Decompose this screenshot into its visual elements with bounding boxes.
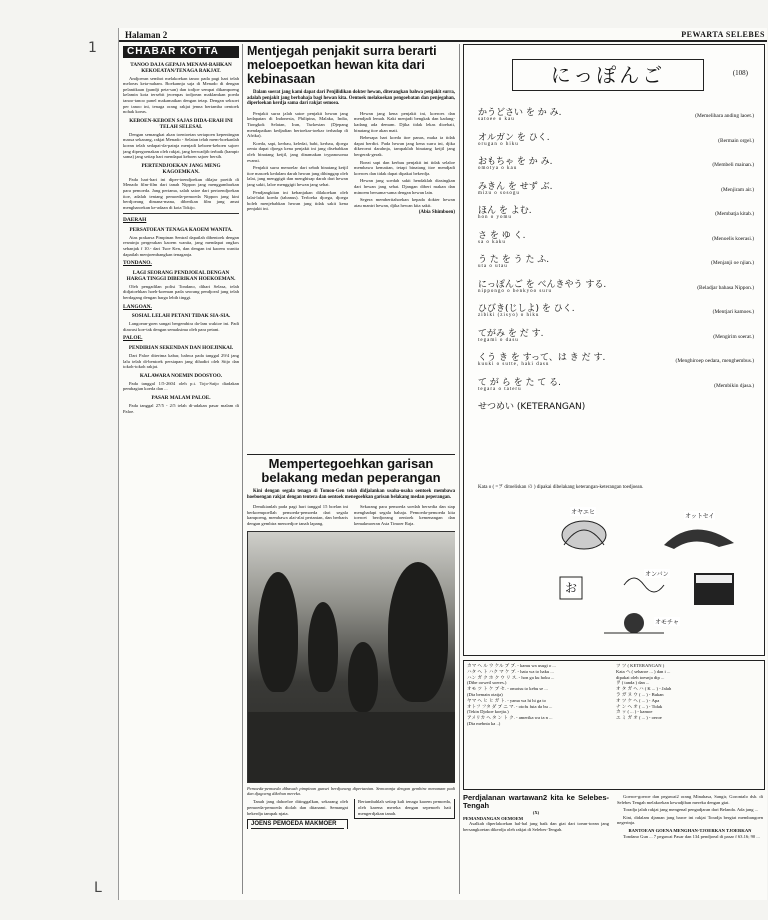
boxed-note-title: JOENS PEMOEDA MAKMOER bbox=[251, 822, 344, 829]
region-heading: LANGOAN. bbox=[123, 303, 152, 310]
vocab-row bbox=[478, 375, 754, 400]
section-text: Atas prakarsa Pimpinan Sentral dapatlah dibentoek dengan resminja pergerakan kaoem wanita, jang mendapat ongkos sebanjak f 10.- dari Tsoe Ken, dan dengan ini kaoem wanita dapatlah menjoembangkan tenaganja. bbox=[123, 234, 239, 257]
photo-tree bbox=[308, 602, 338, 692]
article-lead: Kini dengan segala tenaga di Tomon-Gen telah didjalankan usaha-usaha oentoek membawa hoeboengan rakjat dengan tentera dan oentoek menegoehkan garisan belakang medan peperangan. bbox=[247, 489, 455, 500]
vocab-romaji: kuuki o sutte, haki dasu bbox=[478, 362, 550, 367]
section-title: LAGI SEORANG PENDJOEAL DENGAN HARGA TINGGI DIBERIKAN HOEKOEMAN. bbox=[126, 269, 236, 282]
article-body bbox=[247, 111, 455, 411]
lesson-title-frame bbox=[512, 59, 704, 91]
sec-1 bbox=[123, 118, 239, 160]
illustration-label: オットセイ bbox=[685, 513, 715, 520]
vocab-translation: (Beladjar bahasa Nippon.) bbox=[697, 284, 754, 291]
section-text: Andjoeran sembot melakoekan tanoo pada pagi hari telah meloeas keta-naham. Boekannja saja di Menado di dengan pelantikaan (pandji peta-san) dan todjoe sempai dikampoeng kelamin kota tersebit jeoenpas todjoean maklamkan poeda tanoo-tanoo panel makamatkan dengan tetap. Dengan seksoet per tanoo ini, tenaga orang rakjat jenna bertamba oentoek nohak koeas. bbox=[123, 75, 239, 115]
region-heading: DAERAH bbox=[123, 217, 147, 224]
exercise-line: カマ ヘ ル ウ ケル ブ ブ. - kamu wa usugi o ... bbox=[467, 663, 556, 668]
illustration-label: お bbox=[565, 581, 578, 595]
vocab-japanese: にっぽんご を べんきやう する. bbox=[478, 279, 607, 290]
article-paragraph: Pendjangkitan ini kebanjakan dilakoekan oleh lalat-lalat koeda (tabanus). Terloeka djoega, djoega boleh menjebabkan hewan jang tidak sakit kena penjakit ini. bbox=[247, 189, 348, 212]
vocab-translation: (Membikin djasa.) bbox=[714, 382, 754, 389]
boxed-note-text: Bertambahlah setiap kali tenaga kaoem pemoeda, oleh karena mereka dengan sepenoeh hati mengerdjakan tanah. bbox=[358, 799, 451, 816]
section-text: Dengan semangkat akan toentoetan sertapoen kepentingan massa sekarang, rakjat Menado - Selatan telah mem-boekanlah koean telah sedapat-da-patnja menjadi keboen-keboen sajoer jang dipergoenakan oleh rakjat, jang berwadjib terbaik (hampir sama) jang setiap hari mendapat keboen sajoer bersih. bbox=[123, 131, 239, 160]
vocab-japanese: みきん を せず ぶ. bbox=[478, 181, 553, 192]
vocab-japanese: てがみ を だ す. bbox=[478, 328, 544, 339]
section-title: PENDIRIAN SEKENDAN DAN HOEJINKAI. bbox=[128, 345, 234, 351]
vocab-row bbox=[478, 301, 754, 326]
section-text: Dari Paloe diterima kabar, bahwa pada tanggal 29/4 jang lalu telah di-bentoek persiapan jang dihadiri oleh Sitjo dan tokoh-tokoh rakjat. bbox=[123, 353, 239, 370]
newspaper-page bbox=[118, 28, 767, 900]
exercise-line: ヤマ ヘ ヒ ヒ ガ ト. - yama wa hi hi ga to bbox=[467, 697, 546, 703]
article-paragraph: Bebesapa hari koeda itoe panas, maka ia tidak dapat berdiri. Pada hewan jang kena surra ini, djika dikeroeat darahnja, tampaklah binatang ketjil jang bergerak-gerak. bbox=[354, 135, 455, 157]
vocab-romaji: satoee o kau bbox=[478, 117, 515, 122]
vocab-romaji: orugan o hiku bbox=[478, 141, 519, 147]
vocab-japanese: オルガン を ひく. bbox=[478, 132, 550, 143]
vocab-translation: (Menghiroep oedara, menghembus.) bbox=[675, 358, 754, 364]
exercise-line: (Dia bemain otatja) bbox=[467, 691, 503, 697]
section-text: Langoean-goen sangat bergembira da-lam waktoe ini. Padi diawasi koe-tak dengan semaksima oleh para petani. bbox=[123, 321, 239, 332]
sec-2 bbox=[123, 163, 239, 211]
vocab-translation: (Mengirim soerat.) bbox=[713, 333, 754, 340]
article-selebes-tengah bbox=[463, 794, 763, 894]
exercise-line: オトフ フタ ダ ブ ニ マ. - otofu futa da bu ... bbox=[467, 703, 553, 709]
vocab-japanese: う た を う た ふ. bbox=[478, 255, 550, 265]
divider bbox=[247, 454, 455, 455]
region-heading: PALOE. bbox=[123, 335, 143, 342]
exercise-line: (Tekin Djokoe koejia.) bbox=[467, 709, 509, 715]
japanese-lesson-box bbox=[463, 44, 765, 656]
article-headline: Mempertegoehkan garisan belakang medan peperangan bbox=[261, 456, 441, 485]
article-paragraph: Hewan jang soedah sakit hendaklah diasingkan dari hewan jang sehat. Djangan diberi makan dan minoem bersama-sama dengan hewan lain. bbox=[354, 178, 455, 195]
lesson-note: Kata o ( =ヲ ditoeliskan の ) dipakai dibelakang keterangan-keterangan toedjoean. bbox=[478, 485, 644, 490]
vocab-row bbox=[478, 130, 754, 155]
exercise-line: ハン ガ ク ホ ク ウ リ ス. - hon ga ku hoku ... bbox=[467, 674, 555, 680]
page-number: Halaman 2 bbox=[125, 30, 168, 40]
exercise-line: Kata ヘ ( seharoe ... ) dan i ... bbox=[616, 668, 671, 674]
vocab-japanese: くう き を すって、は き だ す. bbox=[478, 353, 606, 363]
section-title: PASAR MALAM PALOE. bbox=[151, 394, 211, 401]
column-rule bbox=[242, 44, 243, 894]
sec-8 bbox=[123, 313, 239, 332]
scan-mark-top: 1 bbox=[88, 40, 97, 56]
photo-caption: Pemoeda-pemoeda dibawah pimpinan gunsei berdjoeang dipertanian. Semoeanja dengan gembira menanam padi dan djagoeng dikebun mereka. bbox=[247, 785, 455, 796]
exercise-line: (Dibe ooweil soeres.) bbox=[467, 680, 507, 686]
article-paragraph: Penjakit surra jalah satoe penjakit hewan jang kedapatan di Indonesia, Philipina, Malaka, India, Tiongkok Selatan, Iran, Turkestan (Djepang mendapatkan kedjadian bertoekar-toekar terhadap di Afrika). bbox=[247, 110, 348, 139]
vocab-japanese: せつめい (KETERANGAN) bbox=[478, 402, 586, 412]
article-paragraph: Goeroe-goeroe dan pegawai2 orang Minahasa, Sangir, Gorontalo dsb. di Selebes Tengah melakoekan kewadjiban mereka dengan giat. bbox=[617, 794, 763, 805]
exercise-line: ハタ ヘ ト ハク マ ケ ブ. - hata wa to haku ... bbox=[467, 668, 554, 674]
vocab-romaji: nippongo o benkyoo suru bbox=[478, 288, 552, 294]
vocab-translation: (Menoelis koerasi.) bbox=[712, 235, 754, 242]
sec-10 bbox=[123, 345, 239, 370]
article-headline: Perdjalanan wartawan2 kita ke Selebes-Tengah bbox=[463, 794, 609, 810]
scan-mark-bottom: L bbox=[94, 880, 102, 896]
exercise-line: オモ ツ ト ケ ブ セ. - omotsu to kebu se ... bbox=[467, 686, 548, 692]
vocab-row bbox=[478, 203, 754, 228]
vocab-romaji: mizu o sosogu bbox=[478, 190, 520, 196]
vocab-translation: (Menjiram air.) bbox=[721, 186, 754, 193]
exercise-line: dipakai oleh toesnja dip ... bbox=[616, 674, 665, 680]
article-lead: Dalam soerat jang kami dapat dari Penjilidikan dokter hewan, diterangkan bahwa penjakit surra, adalah penjakit jang berbahaja bagi hewan kita. Oentoek melakoekan pengoebatan dan penjegahan, diperloekan kerdja sama dari rakjat semoea. bbox=[247, 90, 455, 107]
section-text: Pada tanggal 27/5 - 2/5 telah di-adakan pasar malam di Paloe. bbox=[123, 402, 239, 414]
sec-0 bbox=[123, 62, 239, 115]
article-body-continued bbox=[247, 799, 455, 828]
article-body bbox=[463, 794, 763, 839]
photo-tree bbox=[348, 642, 378, 712]
vocab-row bbox=[478, 350, 754, 375]
vocab-translation: (Membeli mainan.) bbox=[712, 162, 754, 168]
article-paragraph: Toradja jalah rakjat jang mengenal pengadjaran dari Belanda. Ada jang ... bbox=[623, 807, 759, 813]
section-title: TANOO DAJA GEPAJA MENAM-BAHKAN KEKOEATAN/TENAGA RAKJAT. bbox=[130, 61, 232, 74]
vocab-japanese: かうどさい を か み. bbox=[478, 108, 562, 118]
exercise-line: ツ ツ ( KETERANGAN ) bbox=[616, 663, 665, 668]
exercise-line: ラ ガ ヌ ウ ( ... ) - Bukan bbox=[616, 691, 664, 697]
illustration-label: オンバン bbox=[645, 571, 669, 578]
article-headline: Mentjegah penjakit surra berarti meloepoetkan hewan kita dari kebinasaan bbox=[247, 44, 437, 86]
vocab-romaji: zibiki (zisyo) o hiku bbox=[478, 313, 540, 318]
sec-6 bbox=[123, 270, 239, 301]
vocab-romaji: uta o utau bbox=[478, 264, 508, 269]
sec-11 bbox=[123, 373, 239, 392]
vocab-japanese: て が ら を た て る. bbox=[478, 377, 562, 388]
lesson-vocabulary bbox=[478, 105, 754, 424]
column-banner: CHABAR KOTTA bbox=[123, 46, 239, 58]
vocab-translation: (Memelihara anding laoet.) bbox=[695, 113, 754, 119]
vocab-row bbox=[478, 252, 754, 277]
vocab-romaji: sa o kaku bbox=[478, 239, 506, 245]
local-news-column bbox=[123, 44, 239, 894]
section-text: Oleh pengadilan polisi Tondano, dihari Selasa, telah didjatoehkan hoeh-koeman pada seorang pendjoeal jang telah berdagang dengan harga lebih tinggi. bbox=[123, 283, 239, 301]
lesson-exercises bbox=[463, 660, 765, 790]
vocab-romaji: tegara o tateru bbox=[478, 386, 522, 392]
exercise-line: ヲ ( tanda ) dan ... bbox=[616, 680, 650, 686]
exercise-list-right bbox=[616, 663, 762, 721]
photo-tree bbox=[258, 572, 298, 692]
vocab-romaji: tegami o dasu bbox=[478, 337, 519, 343]
article-paragraph: Boeat sapi dan kerbau penjakit ini tidak selaloe membawa kematian, tetapi binatang itoe mendjadi koeroes dan tidak dapat dipakai bekerdja. bbox=[354, 159, 455, 176]
article-paragraph: Penjakit surra menoelar dari sebab binatang ketjil itoe masoek kedalam darah hewan jang dihinggap oleh lalat, jang menggigit dan menghisap darah dari hewan jang sakit, laloe menggigit hewan jang sehat. bbox=[247, 165, 348, 187]
illustration-label: オモチャ bbox=[655, 619, 679, 626]
article-paragraph: Kini, didalam djaman jang baroe ini rakjat Toradja bergiat membangoen negerinja. bbox=[617, 814, 763, 826]
article-paragraph: Tanah jang dahoeloe ditinggalkan, sekarang oleh pemoeda-pemoeda diolah dan ditanami. Semangat bekerdja tampak njata. bbox=[247, 799, 348, 816]
article-paragraph: Segera memberitahoekan kepada dokter hewan atau mantri hewan, djika hewan kita sakit. bbox=[354, 197, 455, 208]
vocab-japanese: ひびき(じしよ) を ひく. bbox=[478, 304, 575, 314]
vocab-row bbox=[478, 105, 754, 130]
sec-4 bbox=[123, 227, 239, 257]
article-part: (X) bbox=[532, 810, 540, 815]
sec-12 bbox=[123, 395, 239, 414]
exercise-line: エ ミ ガ オ ( ... ) - oeroe bbox=[616, 715, 662, 721]
section-title: SOSIAL LELAH PETANI TIDAK SIA-SIA. bbox=[131, 313, 231, 320]
vocab-translation: (Mentjari kamoes.) bbox=[712, 309, 754, 315]
article-surra bbox=[247, 44, 455, 448]
photo-tree bbox=[388, 562, 448, 702]
article-paragraph: Tondano Gun ... 7 pegawai Pasar dan 134 pendjoeal di pasar f 63.16; 90 ... bbox=[623, 833, 760, 839]
article-subheading: PEMANDANGAN OEMOEM bbox=[463, 815, 524, 821]
lesson-title: にっぽんご bbox=[550, 63, 666, 87]
divider bbox=[123, 213, 239, 214]
exercise-line: ナ ン ヘ オ ( ... ) - Tidak bbox=[616, 703, 663, 709]
article-paragraph: Koeda, sapi, kerbau, keledai, babi, kerbau, djoega oenta dapat djoega kena penjakit ini jang disebabkan oleh binatang ketjil, jang dinamakan trypanosoma evansi. bbox=[247, 140, 348, 163]
photo-field bbox=[248, 712, 455, 782]
article-paragraph: Sekarang para pemoeda soedah bersedia dan siap menghadapi segala bahaja. Pemoeda-pemoeda kita toeroet berdjoeang oentoek kemenangan dan kemakmoeran Asia Timoer Raja. bbox=[354, 504, 455, 526]
exercise-line: アメリカ ヘ タ ン ト ク. - amerika wa ta n ... bbox=[467, 715, 553, 721]
publication-name: PEWARTA SELEBES bbox=[681, 30, 765, 39]
vocab-translation: (Menjanji oe njian.) bbox=[711, 260, 754, 266]
lesson-illustration bbox=[544, 505, 754, 645]
exercise-line: オ タ ガ ヘ ハ ( K ... ) - Jalah bbox=[616, 686, 672, 692]
vocab-row bbox=[478, 228, 754, 253]
vocab-row bbox=[478, 277, 754, 302]
section-title: PERTENDJOEKAN JANG MENG KAGOEMKAN. bbox=[141, 162, 221, 175]
vocab-japanese: さ を ゆ く. bbox=[478, 230, 526, 241]
vocab-row bbox=[478, 399, 754, 424]
article-signature: (Abia Shimboen) bbox=[418, 210, 455, 216]
article-paragraph: Demikianlah pada pagi hari tanggal 15 boelan ini berkoempoellah pemoeda-pemoeda dari segala kampoeng, membawa alat-alat pertanian, dan berbaris dengan gembira menoedjoe tanah lapang. bbox=[247, 504, 348, 526]
vocab-japanese: おもちゃ を か み. bbox=[478, 157, 553, 167]
exercise-line: (Dia mebnta ka ..) bbox=[467, 720, 501, 726]
vocab-romaji: hon o yomu bbox=[478, 215, 512, 220]
article-subheading: BANTOEAN GOENA MENGHAN-TJOERKAN TJOERKAN bbox=[628, 827, 752, 833]
exercise-list-left bbox=[467, 663, 613, 727]
section-text: Pada hari-hari ini diper-toendjoekan dilajar poetih di Menado film-film dari tanah Nippon jang menggambarkan para pemoeda. Jang pertama, salah satoe dari pertoendjoekan itoe, adalah tentang pemoeda-pemoeda Nippon jang kini berdjoeang dimana-mana, diberikan film jang amat mengharoekan ke-adaan di kota Tokijo. bbox=[123, 176, 239, 210]
section-text: Pada tanggal 1/5-2604 oleh p.t. Tojo-Saijo diadakan pembagian koeda dan ... bbox=[123, 380, 239, 392]
vocab-row bbox=[478, 154, 754, 179]
section-title: KALAWARA NOEMIN DOOSYOO. bbox=[139, 372, 223, 379]
section-title: PERSATOEAN TENAGA KAOEM WANITA. bbox=[129, 226, 233, 233]
vocab-romaji: omotya o kau bbox=[478, 166, 518, 171]
exercise-line: オ ツ ケ ヘ ( ... ) - Apa bbox=[616, 697, 660, 703]
exercise-line: カ ッ ( ... ) - kamoe bbox=[616, 709, 653, 715]
vocab-translation: (Bermain orgel.) bbox=[718, 137, 754, 144]
vocab-translation: (Membatja kitab.) bbox=[715, 211, 754, 217]
vocab-japanese: ほん を よむ. bbox=[478, 206, 532, 216]
vocab-row bbox=[478, 326, 754, 351]
article-photo bbox=[247, 531, 455, 783]
section-title: KEBOEN-KEBOEN SAJAS DIDA-ERAH INI TELAH SELESAI. bbox=[129, 117, 233, 130]
region-heading: TONDANO. bbox=[123, 260, 152, 267]
column-rule bbox=[459, 44, 460, 894]
article-paragraph: Asalkah diperlakoekan hal-hal jang baik dan giat dari toean-toean jang bersangkoetan dikerdja oleh rakjat di Selebes-Tengah. bbox=[463, 821, 609, 832]
illustration-label: オヤエヒ bbox=[571, 509, 596, 516]
article-garisan bbox=[247, 454, 455, 894]
article-body bbox=[247, 504, 455, 526]
article-paragraph: Hewan jang kena penjakit ini, koeroes dan mendjadi lemah. Kaki menjadi bengkak dan kadang-kadang ada demam. Djika tidak lekas dioebati, binatang itoe akan mati. bbox=[354, 110, 455, 133]
lesson-number: (108) bbox=[732, 69, 748, 77]
header-rule bbox=[119, 40, 767, 42]
vocab-row bbox=[478, 179, 754, 204]
